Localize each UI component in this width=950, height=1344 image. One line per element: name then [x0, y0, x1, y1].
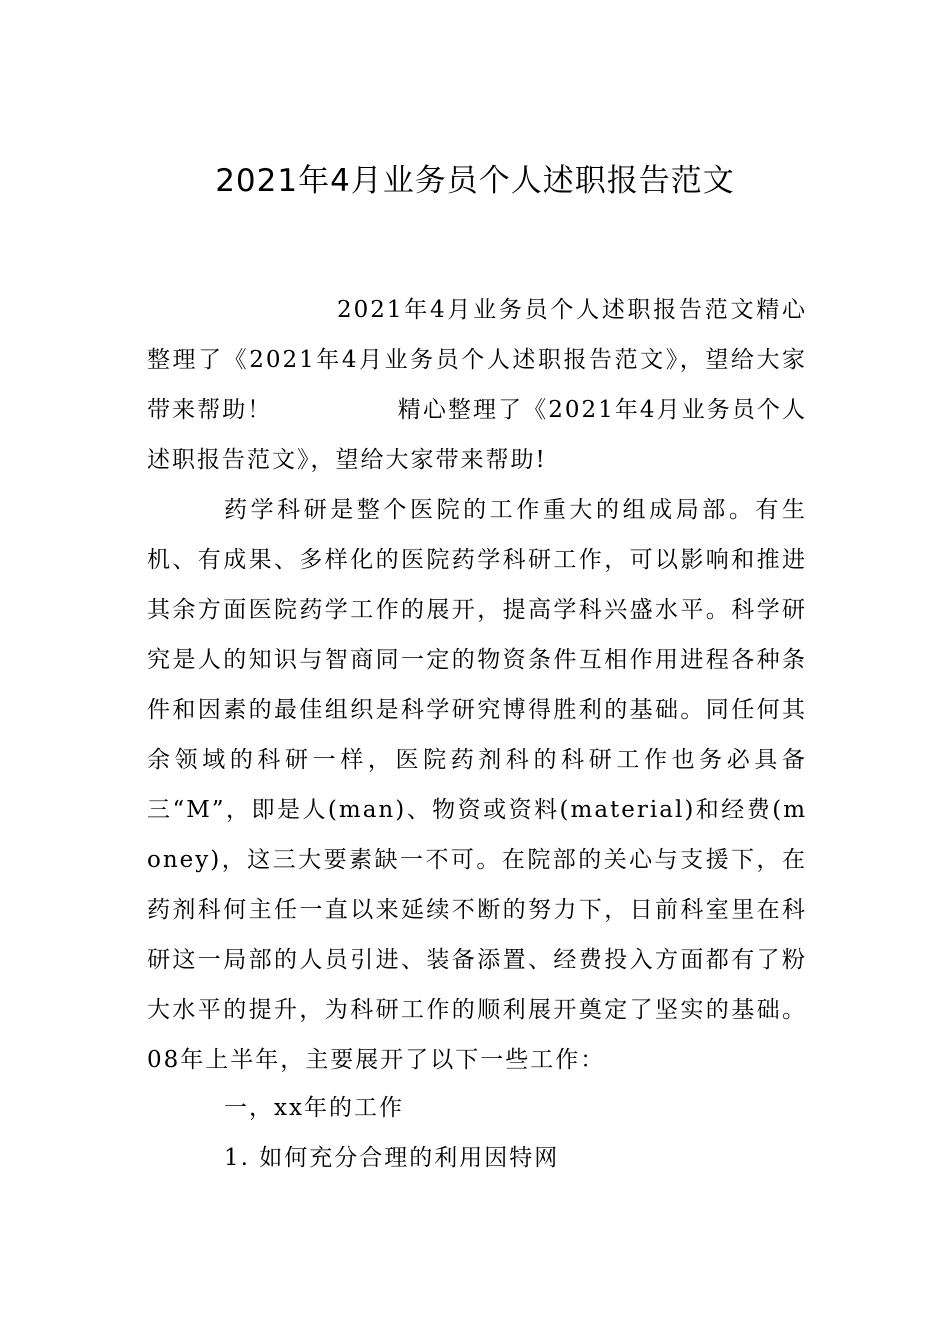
list-item: 1. 如何充分合理的利用因特网	[224, 1145, 560, 1171]
intro-paragraph: 2021年4月业务员个人述职报告范文精心整理了《2021年4月业务员个人述职报告范文》，望给大家带来帮助！ 精心整理了《2021年4月业务员个人述职报告范文》，望给大家带来帮助!	[147, 297, 807, 473]
section-heading: 一，xx年的工作	[224, 1095, 404, 1121]
document-title: 2021年4月业务员个人述职报告范文	[215, 163, 735, 199]
main-paragraph: 药学科研是整个医院的工作重大的组成局部。有生机、有成果、多样化的医院药学科研工作，可以影响和推进其余方面医院药学工作的展开，提高学科兴盛水平。科学研究是人的知识与智商同一定的物资条件互相作用进程各种条件和因素的最佳组织是科学研究博得胜利的基础。同任何其余领域的科研一样，医院药剂科的科研工作也务必具备三“M”，即是人(man)、物资或资料(material)和经费(money)，这三大要素缺一不可。在院部的关心与支援下，在药剂科何主任一直以来延续不断的努力下，日前科室里在科研这一局部的人员引进、装备添置、经费投入方面都有了粉大水平的提升，为科研工作的顺利展开奠定了坚实的基础。08年上半年，主要展开了以下一些工作：	[147, 497, 807, 1073]
